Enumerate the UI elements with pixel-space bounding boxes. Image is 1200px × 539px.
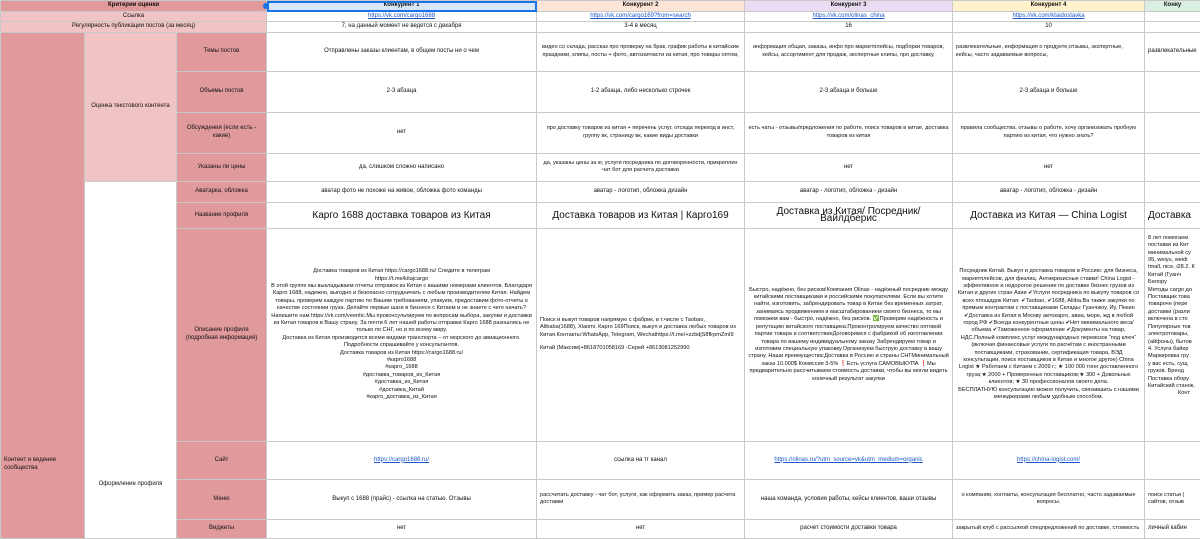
site-link-1[interactable]: https://cargo1688.ru/ <box>374 456 430 463</box>
cell-discussions-3[interactable]: есть чаты - отзывы/предложения по работе, поиск товаров в китае, доставка товаров из китая <box>745 112 953 153</box>
desc-5-line: Китайский станок, <box>1148 382 1195 389</box>
header-competitor-1[interactable]: Конкурент 1 <box>267 1 537 12</box>
row-label-profile-name[interactable]: Название профиля <box>177 202 267 228</box>
cell-frequency-1[interactable]: 7, на данный момент не ведется с декабря <box>267 22 537 32</box>
row-label-discussions[interactable]: Обсуждения (если есть - какие) <box>177 112 267 153</box>
desc-1-line: #доставка_товаров_из_Китая <box>362 371 441 378</box>
desc-5-line: Популярные тов <box>1148 323 1191 330</box>
cell-profile-name-4[interactable]: Доставка из Китая — China Logist <box>953 202 1145 228</box>
row-label-volume[interactable]: Объемы постов <box>177 71 267 112</box>
cell-avatar-5[interactable] <box>1145 181 1200 202</box>
cell-menu-1[interactable]: Выкуп с 1688 (прайс) - ссылка на статью. Отзывы <box>267 479 537 519</box>
cell-menu-4[interactable]: о компании, контакты, консультация бесплатно, часто задаваемые вопросы. <box>953 479 1145 519</box>
header-competitor-4[interactable]: Конкурент 4 <box>953 1 1145 12</box>
cell-frequency-4[interactable]: 10 <box>953 22 1145 32</box>
desc-1-line: #доставка_Китай <box>379 386 424 393</box>
cell-volume-4[interactable]: 2-3 абзаца и больше <box>953 71 1145 112</box>
cell-menu-3[interactable]: наша команда, условия работы, кейсы клиентов, ваши отзывы <box>745 479 953 519</box>
desc-5-line: (айфоны), бытов <box>1148 338 1192 345</box>
cell-profile-name-3[interactable]: Доставка из Китая/ Посредник/ Вайлдберис <box>745 202 953 228</box>
cell-topics-4[interactable]: развлекательные, информация о продукте,отзывы, экспертные, кейсы, часто задаваемые вопросы, <box>953 32 1145 71</box>
group-content[interactable]: Контент и ведение сообщества <box>1 32 85 538</box>
cell-site-5[interactable] <box>1145 441 1200 479</box>
link-competitor-4[interactable]: https://vk.com/ktaidostavka <box>1012 13 1085 19</box>
site-link-4[interactable]: https://china-logist.com/ <box>1017 456 1081 463</box>
cell-volume-3[interactable]: 2-3 абзаца и больше <box>745 71 953 112</box>
desc-1-line: Доставка товаров из Китая https://cargo1688.ru/ <box>339 349 464 356</box>
header-criteria[interactable]: Критерии оценки <box>1 1 267 12</box>
group-profile-design[interactable]: Оформление профиля <box>85 181 177 538</box>
cell-volume-5[interactable] <box>1145 71 1200 112</box>
cell-description-1[interactable] <box>267 228 537 441</box>
cell-profile-name-5[interactable]: Доставка <box>1145 202 1200 228</box>
cell-description-3[interactable] <box>745 228 953 441</box>
desc-1-line: #доставка_из_Китая <box>374 379 429 386</box>
cell-discussions-5[interactable] <box>1145 112 1200 153</box>
desc-1-line: #карго_доставка_из_Китая <box>366 394 437 401</box>
cell-discussions-2[interactable]: про доставку товаров из китая + перечень услуг, отсюда переход в инст, группу вк, страницу вк, какие виды доставки <box>537 112 745 153</box>
link-competitor-1[interactable]: https://vk.com/cargo1688 <box>368 13 436 19</box>
cell-discussions-1[interactable]: нет <box>267 112 537 153</box>
desc-3-line: Быстро, надёжно, без рисков!Компания Olinas - надёжный посредник между китайскими поставщиками и российскими покупателями. Если вы хотите найти, изготовить, забрендировать товар в Китае без временных затрат, занимаясь продвижением и масштабированием своего бизнеса, то мы поможем вам - быстро, надёжно, без рисков. ✅Проверим надёжность и репутацию китайского поставщика.Проконтролируем качество оптовой партии товара и соответствиеДоговоримся с фабрикой об изготовлении товара по вашему индивидуальному заказу Забрендируем товар и изготовим специальную упаковку.Организуем быструю доставку в вашу страну. Наши преимущества:Доставка в Россию и страны СНГМинимальный заказ 10.000$ Комиссия 3-5% ❗️Есть услуга САМОВЫКУПА ❗️Мы предварительно рассчитываем стоимость доставки, чтобы вы могли видеть конечный результат закупки <box>748 286 949 382</box>
cell-widgets-5[interactable]: личный кабин <box>1145 519 1200 538</box>
cell-frequency-2[interactable]: 3-4 в месяц <box>537 22 745 32</box>
desc-1-line: Доставка товаров из Китая https://cargo1688.ru/ Следите в телеграм <box>313 268 490 275</box>
row-label-frequency[interactable]: Регулярность публикации постов (за месяц) <box>1 22 267 32</box>
cell-widgets-4[interactable]: закрытый клуб с рассылкой спецпредложений по доставке, стоимость <box>953 519 1145 538</box>
desc-2-line: Поиск и выкуп товаров напрямую с фабрик, в т.числе с Taobao, Alibaba(1688), Xiaomi. Карго 169Поиск, выкуп и доставка любых товаров из Китая.Контакты:WhatsApp, Telegram, Wechathttps://t.me/+zzbdjS8flrpmZmI9 <box>540 317 736 338</box>
desc-5-line: доставки (разли <box>1148 308 1190 315</box>
desc-1-line: https://t.me/kitajcargo <box>374 275 429 282</box>
desc-5-line: Методы cargo до <box>1148 286 1192 293</box>
desc-5-line: 95, weiyu, weidi <box>1148 257 1188 264</box>
row-label-link[interactable]: Ссылка <box>1 12 267 22</box>
cell-link-5[interactable] <box>1145 12 1200 22</box>
desc-5-line: tmall, nice, i28.2. К <box>1148 264 1195 271</box>
desc-4-line: БЕСПЛАТНУЮ консультацию можно получить, связавшись с нашими менеджерами любым удобным способом. <box>958 386 1139 401</box>
row-label-topics[interactable]: Темы постов <box>177 32 267 71</box>
desc-5-line: поставки из Кит <box>1148 242 1189 249</box>
cell-avatar-4[interactable]: аватар - логотип, обложка - дизайн <box>953 181 1145 202</box>
desc-5-line: электротовары, <box>1148 331 1189 338</box>
cell-discussions-4[interactable]: правила сообщества, отзывы о работе, хочу организовать пробную партию из китая, что нужно знать? <box>953 112 1145 153</box>
cell-prices-5[interactable] <box>1145 153 1200 181</box>
cell-widgets-2[interactable]: нет <box>537 519 745 538</box>
desc-5-line: у вас есть, сущ <box>1148 360 1188 367</box>
cell-avatar-1[interactable]: аватар фото не похоже на живое, обложка фото команды <box>267 181 537 202</box>
cell-widgets-1[interactable]: нет <box>267 519 537 538</box>
cell-profile-name-1[interactable]: Карго 1688 доставка товаров из Китая <box>267 202 537 228</box>
cell-volume-2[interactable]: 1-2 абзаца, либо несколько строчек <box>537 71 745 112</box>
header-competitor-2[interactable]: Конкурент 2 <box>537 1 745 12</box>
cell-description-4[interactable] <box>953 228 1145 441</box>
cell-frequency-5[interactable] <box>1145 22 1200 32</box>
cell-site-2[interactable]: ссылка на тг канал <box>537 441 745 479</box>
desc-4-line: Посредник Китай. Выкуп и доставка товаров в Россию: для бизнеса, маркетплейсов, для физлиц. Антикризисные ставки! China Logist - эффективное и недорогое решение по доставке бизнес грузов из Китая и других стран Азии ✔Услуги посредника по выкупу товаров со всех площадок Китая: ✔Taobao, ✔1688, Aliiba.Ва также закупки по прямым контрактам с поставщиками Склады: Гуанчжоу, Иу, Пекин ✔Доставка из Китая в Москву автокарго, авиа, море, жд в любой город РФ ✔Всегда конкурентные цены ✔Нет минимального веса/ объема ✔Таможенное оформление ✔Документы на товар, НДС.Полный комплекс услуг международных перевозок "под ключ" (включая финансовые услуги по расчётам с иностранными поставщиками, страхование, сертификация товара, ВЭД консультации, поиск поставщиков в Китае и многое другое) China Logist ★ Работаем с Китаем с 2009 г.; ★ 100 000 тонн доставленного груза;★ 2000 + Проверенных поставщиков;★ 300 + Довольных клиентов; ★ 30 профессионалов своего дела. <box>957 268 1140 386</box>
desc-1-line: #карго_1688 <box>385 364 418 371</box>
desc-1-line: #карго1688 <box>386 357 417 364</box>
cell-avatar-2[interactable]: аватар - логотип, обложка дизайн <box>537 181 745 202</box>
cell-topics-3[interactable]: информация общая, заказы, инфо про маркетплейсы, подборки товаров, кейсы, ассортимент для продаж, экспертные клипы, про доставку, <box>745 32 953 71</box>
header-competitor-5[interactable]: Конку <box>1145 1 1200 12</box>
cell-description-5[interactable] <box>1145 228 1200 441</box>
desc-5-line: Китай (Гуанч <box>1148 271 1182 278</box>
row-label-menu[interactable]: Меню <box>177 479 267 519</box>
cell-description-2[interactable] <box>537 228 745 441</box>
header-competitor-3[interactable]: Конкурент 3 <box>745 1 953 12</box>
row-label-site[interactable]: Сайт <box>177 441 267 479</box>
cell-frequency-3[interactable]: 16 <box>745 22 953 32</box>
link-competitor-3[interactable]: https://vk.com/olinas_china <box>812 13 885 19</box>
cell-prices-2[interactable]: да, указаны цены за кг, услуги посредника по договоренности, прикреплен чат бот для расчета доставки <box>537 153 745 181</box>
cell-volume-1[interactable]: 2-3 абзаца <box>267 71 537 112</box>
cell-topics-1[interactable]: Отправлены заказы клиентам, в общем посты ни о чем <box>267 32 537 71</box>
cell-prices-3[interactable]: нет <box>745 153 953 181</box>
cell-avatar-3[interactable]: аватар - логотип, обложка - дизайн <box>745 181 953 202</box>
cell-menu-5[interactable]: поиск статьи ( сайтов, отзыв <box>1145 479 1200 519</box>
desc-2-line: Китай (Максим)+8618701058169 -Серей +8613081252990 <box>540 345 690 352</box>
selection-handle[interactable] <box>263 3 269 9</box>
desc-5-line: минимальной су <box>1148 249 1191 256</box>
cell-topics-2[interactable]: видео со склада, рассказ про проверку на брак, график работы в китайские праздники, клипы, посты + фото, автозапчасти из китая, про товары оптом, <box>537 32 745 71</box>
desc-1-line: В этой группе мы выкладываем отчеты отправок из Китая с вашими номерами клиентов. Благодаря Карго 1688, надежно, выгодно и безопасно сотрудничать с любым производителем Китая. Найдем товары, проверим каждую партию по Вашим требованиям, упакуем, предоставим фото-отчеты о качестве состоянии груза. Делайте первые шаги в бизнесе с Китаем и не знаете с чего начать? Напишите нам https://vk.com/veentic.Мы проконсультируем по вопросам выбора, закупки и доставки из Китая товаров в Вашу страну. За почти 6 лет нашей работы отправки Карго 1688 разошлись не только по СНГ, но и по всему миру. <box>271 282 532 334</box>
site-link-3[interactable]: https://olinas.ru/?utm_source=vk&utm_medium=organic <box>774 456 923 463</box>
row-label-description[interactable]: Описание профиля (подробная информация) <box>177 228 267 441</box>
desc-1-line: Доставка из Китая производится всеми видами транспорта – от морского до авиационного. Подробности спрашивайте у консультантов. <box>282 334 521 349</box>
link-competitor-2[interactable]: https://vk.com/cargo169?from=search <box>590 13 691 19</box>
row-label-widgets[interactable]: Виджеты <box>177 519 267 538</box>
cell-menu-2[interactable]: рассчитать доставку - чат бот, услуги, как оформить заказ, пример расчета доставки <box>537 479 745 519</box>
desc-5-line: Маркировка гру <box>1148 353 1189 360</box>
cell-prices-1[interactable]: да, слишком сложно написано <box>267 153 537 181</box>
cell-profile-name-2[interactable]: Доставка товаров из Китая | Карго169 <box>537 202 745 228</box>
desc-5-line: Конт <box>1178 390 1191 397</box>
desc-5-line: грузов. Бренд <box>1148 368 1184 375</box>
cell-prices-4[interactable]: нет <box>953 153 1145 181</box>
cell-widgets-3[interactable]: расчет стоимости доставки товара <box>745 519 953 538</box>
desc-5-line: включена в сто <box>1148 316 1188 323</box>
desc-5-line: 8 лет помогаем <box>1148 234 1189 241</box>
row-label-prices[interactable]: Указаны ли цены <box>177 153 267 181</box>
desc-5-line: Поставщик това <box>1148 294 1190 301</box>
desc-5-line: 4. Услуги байер <box>1148 345 1189 352</box>
desc-5-line: Поставка обору <box>1148 375 1190 382</box>
row-label-avatar[interactable]: Аватарка, обложка <box>177 181 267 202</box>
desc-5-line: Белору <box>1148 279 1167 286</box>
group-text-quality[interactable]: Оценка текстового контента <box>85 32 177 181</box>
desc-5-line: товарочн (пере <box>1148 301 1188 308</box>
cell-topics-5[interactable]: развлекательные <box>1145 32 1200 71</box>
